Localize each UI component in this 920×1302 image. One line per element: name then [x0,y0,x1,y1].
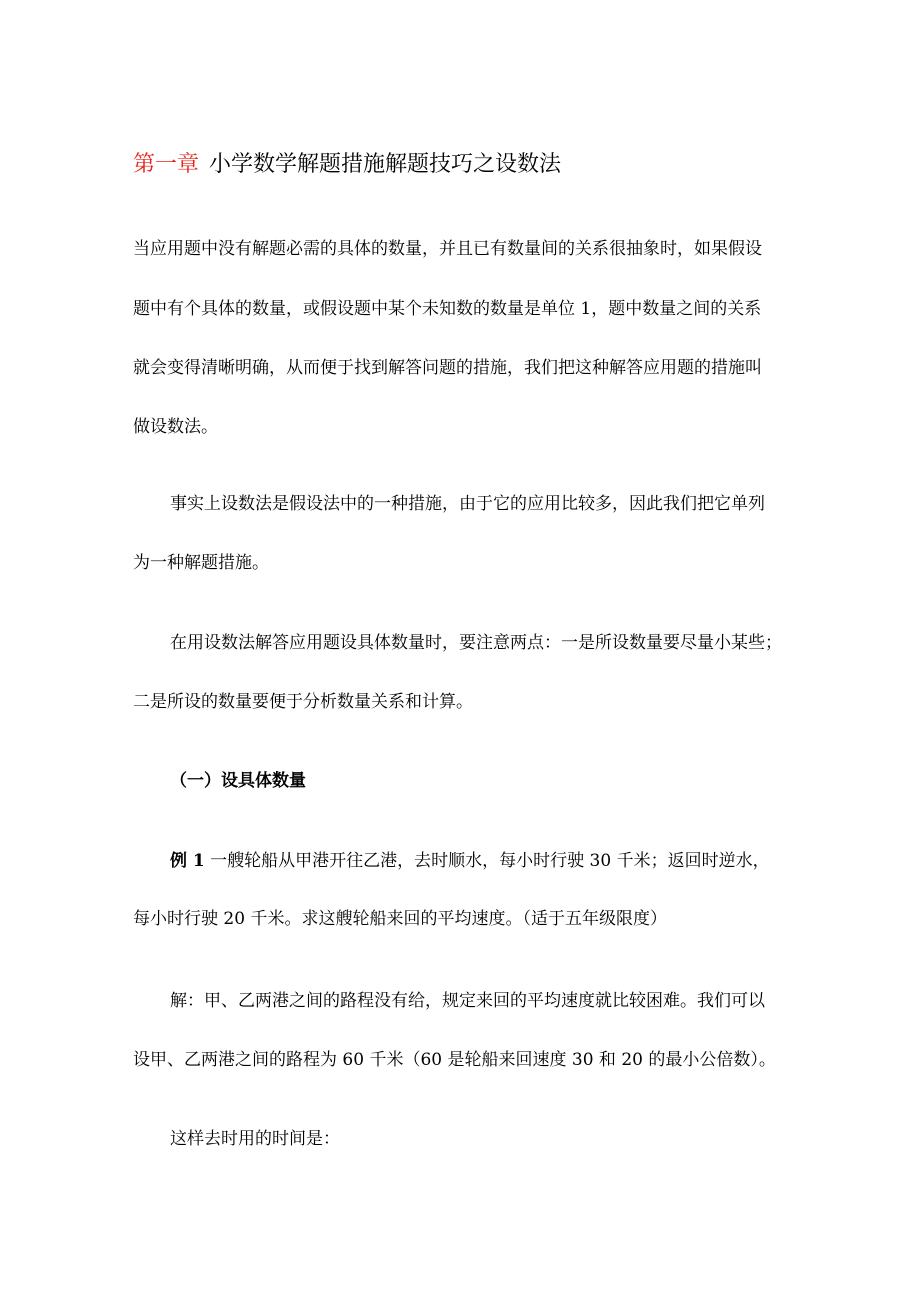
para1-line-4: 做设数法。 [133,417,218,437]
chapter-title-text: 小学数学解题措施解题技巧之设数法 [209,152,562,177]
para3-line-1: 在用设数法解答应用题设具体数量时，要注意两点：一是所设数量要尽量小某些； [170,633,782,653]
para3-line-2: 二是所设的数量要便于分析数量关系和计算。 [133,692,473,712]
example1-line-2: 每小时行驶 20 千米。求这艘轮船来回的平均速度。（适于五年级限度） [133,909,667,929]
para2-line-1: 事实上设数法是假设法中的一种措施，由于它的应用比较多，因此我们把它单列 [170,494,765,514]
solution-line-1: 解：甲、乙两港之间的路程没有给，规定来回的平均速度就比较困难。我们可以 [170,991,765,1011]
example1-line-1 [170,848,770,874]
chapter-number: 第一章 [133,152,200,177]
para2-line-2: 为一种解题措施。 [133,553,269,573]
para1-line-2: 题中有个具体的数量，或假设题中某个未知数的数量是单位 1，题中数量之间的关系 [133,299,762,319]
closing-line: 这样去时用的时间是： [170,1129,340,1149]
para1-line-1: 当应用题中没有解题必需的具体的数量，并且已有数量间的关系很抽象时，如果假设 [133,239,762,259]
para1-line-3: 就会变得清晰明确，从而便于找到解答问题的措施，我们把这种解答应用题的措施叫 [133,358,762,378]
section-heading: （一）设具体数量 [170,771,306,791]
solution-line-2: 设甲、乙两港之间的路程为 60 千米（60 是轮船来回速度 30 和 20 的最小公倍数）。 [133,1050,776,1070]
example1-text: 一艘轮船从甲港开往乙港，去时顺水，每小时行驶 30 千米；返回时逆水， [204,851,770,871]
example-label: 例 1 [170,851,205,871]
chapter-title [133,150,561,180]
